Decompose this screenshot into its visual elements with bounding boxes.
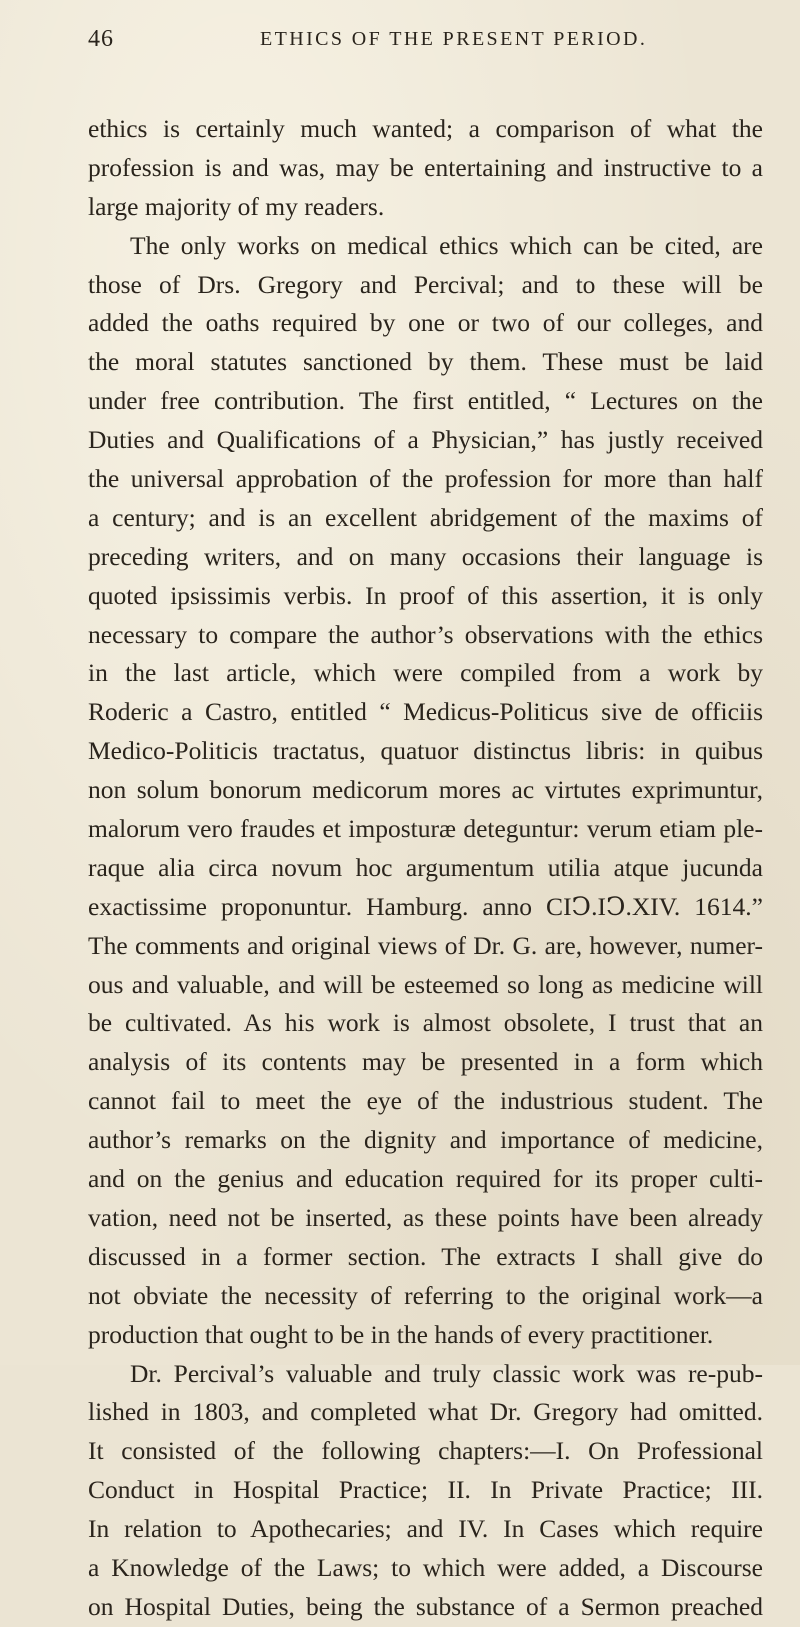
text-line: the moral statutes sanctioned by them. These must be laid [88, 347, 763, 377]
text-line: The comments and original views of Dr. G. are, however, numer- [88, 930, 763, 960]
text-line: exactissime proponuntur. Hamburg. anno CIↃ.IↃ.XIV. 1614.” [88, 891, 763, 921]
text-line: In relation to Apothecaries; and IV. In Cases which require [88, 1514, 763, 1544]
text-line: The only works on medical ethics which can be cited, are [130, 230, 763, 260]
text-line: Medico-Politicis tractatus, quatuor distinctus libris: in quibus [88, 736, 763, 766]
text-line: production that ought to be in the hands of every practitioner. [88, 1319, 714, 1349]
text-line: Duties and Qualifications of a Physician,” has justly received [88, 425, 763, 455]
text-line: raque alia circa novum hoc argumentum utilia atque jucunda [88, 852, 763, 882]
text-line: those of Drs. Gregory and Percival; and to these will be [88, 269, 763, 299]
text-line: ethics is certainly much wanted; a comparison of what the [88, 114, 763, 143]
text-line: cannot fail to meet the eye of the industrious student. The [88, 1086, 763, 1116]
running-title: ETHICS OF THE PRESENT PERIOD. [260, 27, 648, 50]
text-line: discussed in a former section. The extracts I shall give do [88, 1241, 763, 1271]
text-line: large majority of my readers. [88, 191, 385, 221]
text-line: in the last article, which were compiled from a work by [88, 658, 763, 688]
text-line: ous and valuable, and will be esteemed so long as medicine will [88, 969, 763, 999]
text-line: added the oaths required by one or two of our colleges, and [88, 308, 763, 338]
text-line: and on the genius and education required for its proper culti- [88, 1164, 763, 1194]
text-line: non solum bonorum medicorum mores ac virtutes exprimuntur, [88, 775, 763, 805]
text-line: on Hospital Duties, being the substance of a Sermon preached [88, 1591, 763, 1621]
text-line: author’s remarks on the dignity and importance of medicine, [88, 1125, 763, 1155]
text-line: the universal approbation of the profession for more than half [88, 464, 763, 494]
text-line: profession is and was, may be entertaining and instructive to a [88, 152, 763, 182]
text-line: be cultivated. As his work is almost obsolete, I trust that an [88, 1008, 763, 1038]
text-line: analysis of its contents may be presented in a form which [88, 1047, 763, 1077]
text-line: Dr. Percival’s valuable and truly classic work was re-pub- [130, 1358, 763, 1388]
text-line: a Knowledge of the Laws; to which were added, a Discourse [88, 1552, 763, 1582]
text-line: not obviate the necessity of referring to the original work—a [88, 1280, 763, 1310]
text-line: lished in 1803, and completed what Dr. Gregory had omitted. [88, 1397, 763, 1427]
body-text [88, 110, 763, 1627]
text-line: vation, need not be inserted, as these points have been already [88, 1202, 763, 1232]
page-number: 46 [88, 25, 114, 52]
text-line: necessary to compare the author’s observations with the ethics [88, 619, 763, 649]
text-line: Roderic a Castro, entitled “ Medicus-Politicus sive de officiis [88, 697, 763, 727]
text-line: quoted ipsissimis verbis. In proof of this assertion, it is only [88, 580, 763, 610]
text-line: malorum vero fraudes et imposturæ deteguntur: verum etiam ple- [88, 814, 763, 844]
text-line: It consisted of the following chapters:—I. On Professional [88, 1436, 763, 1466]
text-line: Conduct in Hospital Practice; II. In Private Practice; III. [88, 1475, 763, 1505]
running-head [88, 22, 760, 56]
text-line: preceding writers, and on many occasions their language is [88, 541, 763, 571]
text-line: a century; and is an excellent abridgement of the maxims of [88, 502, 763, 532]
text-line: under free contribution. The first entitled, “ Lectures on the [88, 386, 763, 416]
